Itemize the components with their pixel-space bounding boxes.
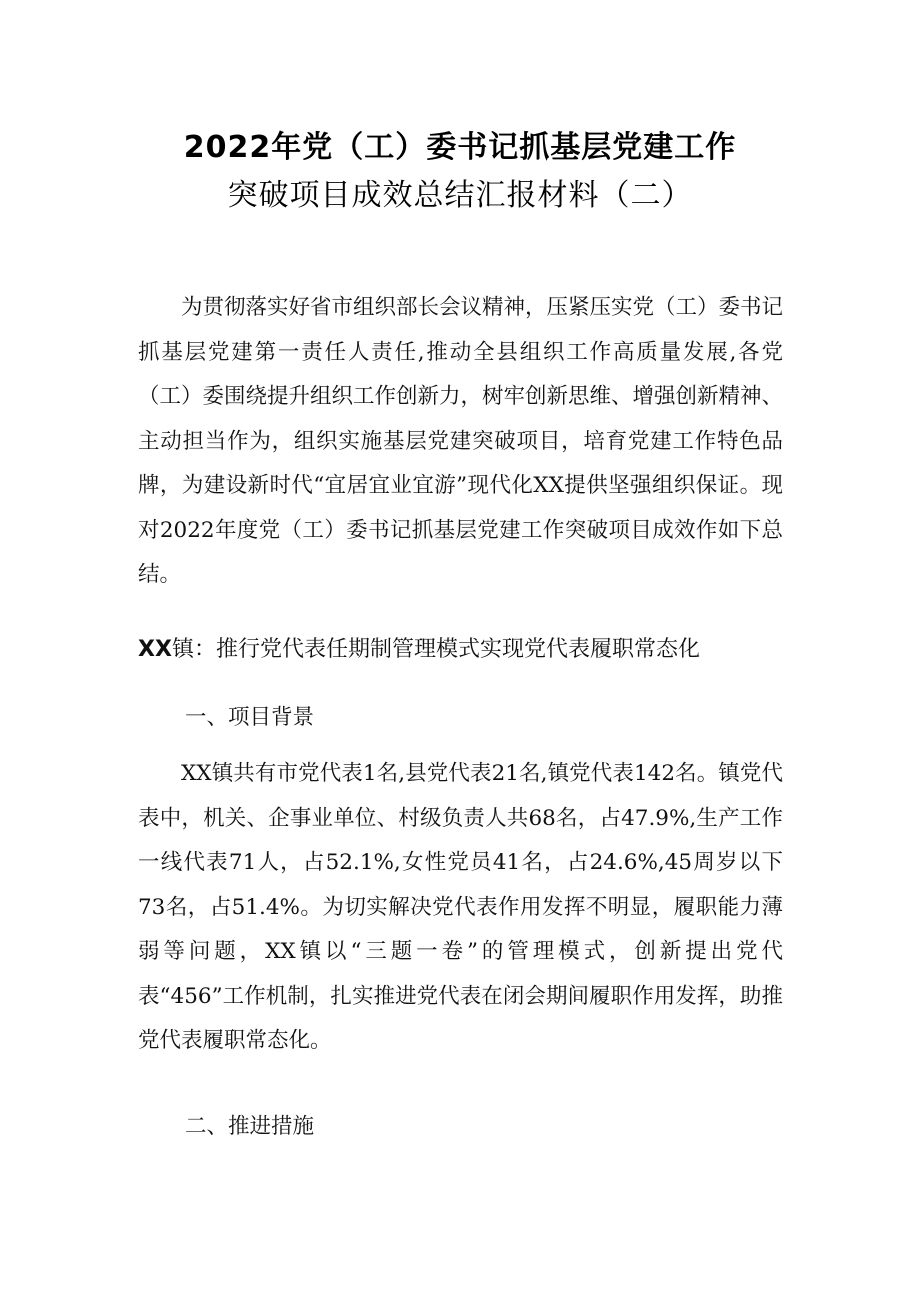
background-paragraph: XX镇共有市党代表1名,县党代表21名,镇党代表142名。镇党代表中，机关、企事业单位、村级负责人共68名，占47.9%,生产工作一线代表71人，占52.1%,女性党员41名，占24.6%,45周岁以下73名，占51.4%。为切实解决党代表作用发挥不明显，履职能力薄弱等问题，XX镇以“三题一卷”的管理模式，创新提出党代表“456”工作机制，扎实推进党代表在闭会期间履职作用发挥，助推党代表履职常态化。 (138, 761, 783, 1053)
town-heading-tag: XX (138, 637, 172, 662)
document-title-line-2: 突破项目成效总结汇报材料（二） (227, 178, 693, 213)
section-heading-measures: 二、推进措施 (185, 1114, 315, 1139)
document-title-line-1: 2022年党（工）委书记抓基层党建工作 (183, 130, 737, 165)
section-heading-background: 一、项目背景 (185, 705, 315, 730)
town-heading-text: 镇：推行党代表任期制管理模式实现党代表履职常态化 (171, 637, 700, 662)
intro-paragraph: 为贯彻落实好省市组织部长会议精神，压紧压实党（工）委书记抓基层党建第一责任人责任,推动全县组织工作高质量发展,各党（工）委围绕提升组织工作创新力，树牢创新思维、增强创新精神、主动担当作为，组织实施基层党建突破项目，培育党建工作特色品牌，为建设新时代“宜居宜业宜游”现代化XX提供坚强组织保证。现对2022年度党（工）委书记抓基层党建工作突破项目成效作如下总结。 (138, 295, 784, 587)
town-heading (138, 630, 798, 670)
